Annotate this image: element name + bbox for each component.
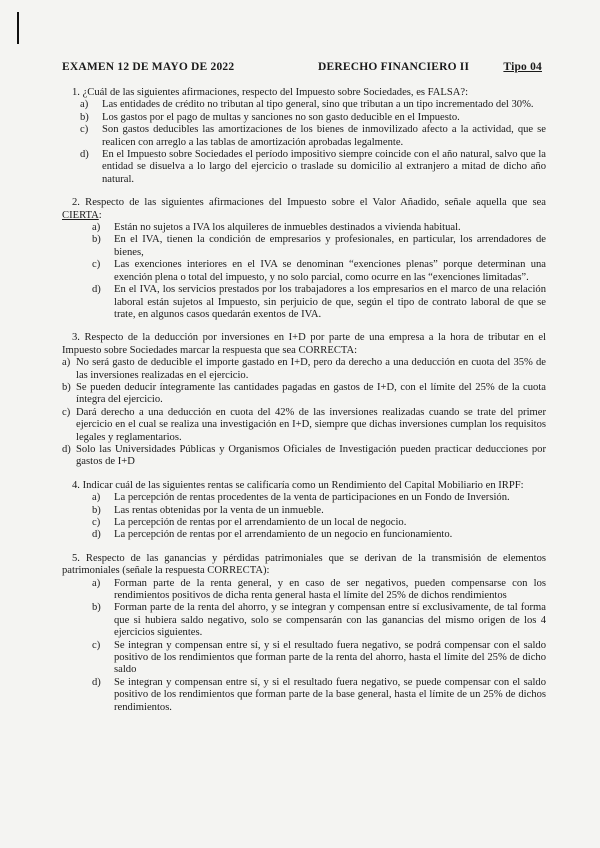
questions-list	[62, 87, 546, 725]
option-text: En el IVA, tienen la condición de empresarios y profesionales, en particular, los arrendadores de bienes,	[114, 234, 546, 258]
option-label: b)	[92, 602, 101, 614]
option-text: Se pueden deducir íntegramente las cantidades pagadas en gastos de I+D, con el límite del 25% de la cuota íntegra del ejercicio.	[76, 381, 546, 406]
option-text: Forman parte de la renta general, y en caso de ser negativos, pueden compensarse con los rendimientos positivos de dicha renta general hasta el límite del 25% de dichos rendimientos	[114, 577, 546, 602]
question-stem: 5. Respecto de las ganancias y pérdidas patrimoniales que se derivan de la transmisión de elementos patrimoniales (señale la respuesta CORRECTA):	[62, 552, 546, 577]
option-label: c)	[80, 124, 89, 136]
option-label: c)	[92, 639, 101, 651]
question-stem: 1. ¿Cuál de las siguientes afirmaciones, respecto del Impuesto sobre Sociedades, es FALSA?:	[72, 87, 469, 98]
option-a	[62, 492, 546, 504]
option-text: Los gastos por el pago de multas y sanciones no son gasto deducible en el Impuesto.	[102, 111, 460, 123]
option-text: Se integran y compensan entre sí, y si el resultado fuera negativo, se podrá compensar con el saldo positivo de los rendimientos que forman parte de la renta del ahorro, hasta el límite del 25% de dicho saldo	[114, 639, 546, 676]
option-label: c)	[92, 517, 101, 528]
option-label: d)	[80, 149, 89, 161]
option-b	[62, 602, 546, 639]
question-stem	[62, 197, 546, 222]
option-label: a)	[92, 222, 101, 234]
option-text: No será gasto de deducible el importe gastado en I+D, pero da derecho a una deducción en cuota del 35% de las inversiones realizadas en el ejercicio.	[76, 357, 546, 381]
option-c	[62, 517, 546, 529]
option-label: a)	[80, 99, 89, 111]
option-label: c)	[62, 406, 71, 418]
option-b	[62, 382, 546, 407]
option-d	[62, 529, 546, 541]
option-c	[62, 259, 546, 284]
option-d	[62, 284, 546, 321]
exam-date: EXAMEN 12 DE MAYO DE 2022	[62, 61, 235, 73]
option-label: c)	[92, 259, 101, 271]
option-label: a)	[92, 492, 101, 504]
subject-title: DERECHO FINANCIERO II	[318, 61, 470, 73]
option-text: La percepción de rentas por el arrendamiento de un local de negocio.	[114, 517, 407, 528]
option-a	[62, 99, 546, 111]
option-text: Están no sujetos a IVA los alquileres de inmuebles destinados a vivienda habitual.	[114, 222, 461, 234]
question-stem-emphasis: CIERTA	[62, 209, 99, 221]
option-text: Dará derecho a una deducción en cuota del 42% de las inversiones realizadas cuando se trate del primer ejercicio en el cual se realiza una investigación en I+D, siempre que dichas inversiones cumplan los requisitos legales y reglamentarios.	[76, 406, 546, 443]
option-label: b)	[92, 504, 101, 516]
option-text: En el Impuesto sobre Sociedades el período impositivo siempre coincide con el año natural, salvo que la entidad se disuelva a lo largo del ejercicio o traslade su domicilio al extranjero a mitad de dicho año natural.	[102, 149, 546, 185]
question-3	[62, 332, 546, 468]
question-2	[62, 197, 546, 321]
option-label: a)	[92, 577, 101, 589]
option-b	[62, 505, 546, 517]
option-text: Se integran y compensan entre sí, y si el resultado fuera negativo, se puede compensar con el saldo positivo de los rendimientos que forman parte de la base general, hasta el límite de un 25% de dichos rendimientos.	[114, 676, 546, 713]
option-label: b)	[92, 234, 101, 246]
option-d	[62, 149, 546, 186]
option-c	[62, 124, 546, 149]
option-label: d)	[62, 443, 71, 455]
margin-mark	[17, 12, 19, 44]
question-4	[62, 480, 546, 542]
option-d	[62, 677, 546, 714]
option-label: a)	[62, 357, 71, 369]
option-c	[62, 640, 546, 677]
option-text: Las entidades de crédito no tributan al tipo general, sino que tributan a un tipo incrementado del 30%.	[102, 99, 534, 111]
option-text: Forman parte de la renta del ahorro, y se integran y compensan entre sí exclusivamente, de tal forma que si hubiera saldo negativo, solo se compensarán con las ganancias del mismo origen de los 4 ejercicios siguientes.	[114, 602, 546, 639]
option-text: La percepción de rentas por el arrendamiento de un negocio en funcionamiento.	[114, 529, 453, 541]
option-label: b)	[62, 381, 71, 393]
option-label: d)	[92, 529, 101, 541]
option-text: La percepción de rentas procedentes de la venta de participaciones en un Fondo de Inversión.	[114, 492, 510, 504]
option-label: d)	[92, 284, 101, 296]
option-a	[62, 357, 546, 382]
option-c	[62, 407, 546, 444]
question-stem-colon: :	[98, 209, 102, 221]
question-5	[62, 553, 546, 714]
exam-type: Tipo 04	[503, 61, 542, 73]
option-text: Las rentas obtenidas por la venta de un inmueble.	[114, 504, 324, 516]
question-stem-text: 2. Respecto de las siguientes afirmaciones del Impuesto sobre el Valor Añadido, señale aquella que sea	[72, 197, 546, 209]
option-label: d)	[92, 676, 101, 688]
option-text: Solo las Universidades Públicas y Organismos Oficiales de Investigación pueden practicar deducciones por gastos de I+D	[76, 443, 546, 468]
option-b	[62, 234, 546, 259]
question-1	[62, 87, 546, 186]
option-text: Las exenciones interiores en el IVA se denominan “exenciones plenas” porque determinan una exención plena o total del impuesto, y no solo parcial, como ocurre en las “exenciones limitadas”.	[114, 259, 546, 283]
option-text: En el IVA, los servicios prestados por los trabajadores a los empresarios en el marco de una relación laboral están sujetos al Impuesto, sin perjuicio de que, según el tipo de contrato laboral de que se trate, en algunos casos quedarán exentos de IVA.	[114, 284, 546, 320]
option-text: Son gastos deducibles las amortizaciones de los bienes de inmovilizado afecto a la actividad, que se realicen con arreglo a las tablas de amortización aprobadas legalmente.	[102, 124, 546, 148]
option-a	[62, 222, 546, 234]
option-d	[62, 444, 546, 469]
option-label: b)	[80, 111, 89, 123]
option-a	[62, 578, 546, 603]
option-b	[62, 112, 546, 124]
question-stem: 3. Respecto de la deducción por inversiones en I+D por parte de una empresa a la hora de tributar en el Impuesto sobre Sociedades marcar la respuesta que sea CORRECTA:	[62, 332, 546, 356]
question-stem: 4. Indicar cuál de las siguientes rentas se calificaría como un Rendimiento del Capital Mobiliario en IRPF:	[72, 479, 524, 491]
